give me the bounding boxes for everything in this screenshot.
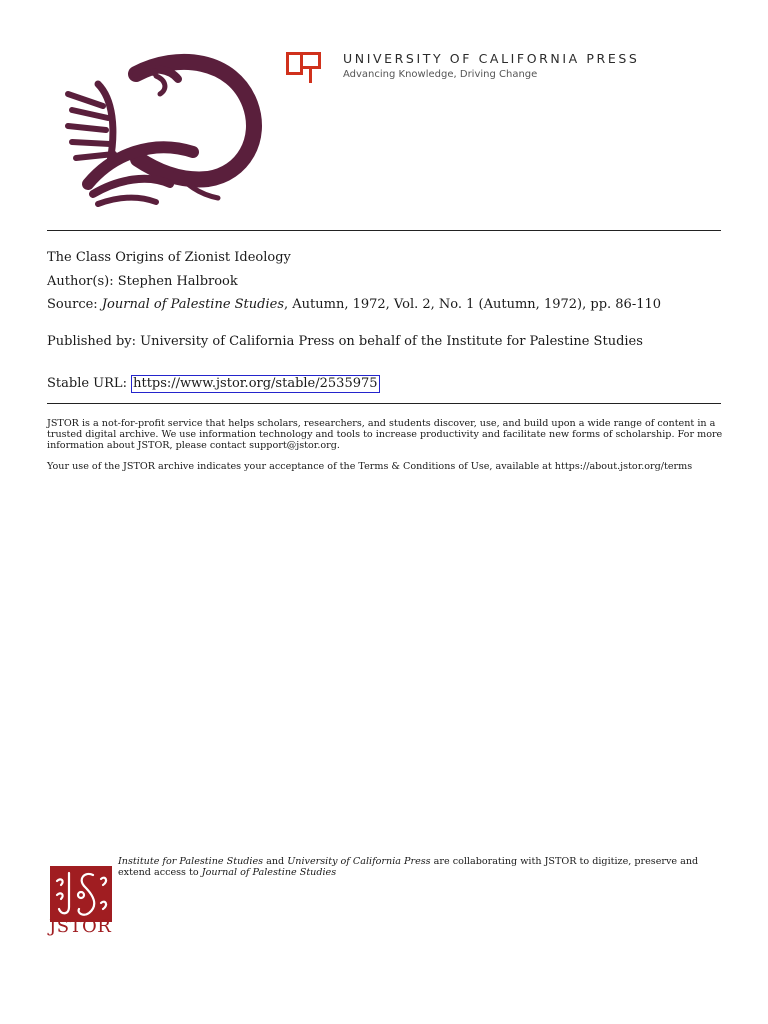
author-name: Stephen Halbrook (117, 274, 238, 289)
jstor-wordmark: JSTOR (49, 916, 112, 937)
press-tagline: Advancing Knowledge, Driving Change (343, 69, 538, 80)
stable-url-label: Stable URL: (47, 376, 127, 391)
footer-collaboration-note: Institute for Palestine Studies and University of California Press are collaborating with JSTOR to digitize, preserve and extend access to Journal of Palestine Studies (118, 856, 699, 878)
article-stable-url (47, 375, 721, 393)
uc-press-logo-icon (286, 52, 322, 84)
jstor-terms-notice: Your use of the JSTOR archive indicates your acceptance of the Terms & Conditions of Use, available at https://about.jstor.org/terms (47, 461, 693, 472)
article-publisher (47, 334, 721, 349)
divider-middle (47, 403, 721, 404)
author-label: Author(s): (47, 274, 114, 289)
stable-url-link[interactable]: https://www.jstor.org/stable/2535975 (133, 376, 378, 391)
publisher-label: Published by: (47, 334, 136, 349)
divider-top (47, 230, 721, 231)
footer-partner-ucpress: University of California Press (287, 856, 431, 867)
publisher-name: University of California Press on behalf of the Institute for Palestine Studies (140, 334, 643, 349)
source-details: , Autumn, 1972, Vol. 2, No. 1 (Autumn, 1972), pp. 86-110 (284, 297, 662, 312)
source-label: Source: (47, 297, 98, 312)
footer-partner-ips: Institute for Palestine Studies (118, 856, 264, 867)
jstor-about-notice: JSTOR is a not-for-profit service that helps scholars, researchers, and students discover, use, and build upon a wide range of content in a trusted digital archive. We use information technology and tools to increase productivity and facilitate new forms of scholarship. For more information about JSTOR, please contact support@jstor.org. (47, 418, 723, 451)
source-journal: Journal of Palestine Studies (101, 297, 284, 312)
article-author (47, 274, 721, 289)
footer-journal: Journal of Palestine Studies (201, 867, 337, 878)
bird-logo-icon (58, 44, 268, 214)
article-source (47, 297, 721, 312)
press-name: UNIVERSITY OF CALIFORNIA PRESS (343, 51, 640, 66)
article-title: The Class Origins of Zionist Ideology (47, 250, 291, 265)
